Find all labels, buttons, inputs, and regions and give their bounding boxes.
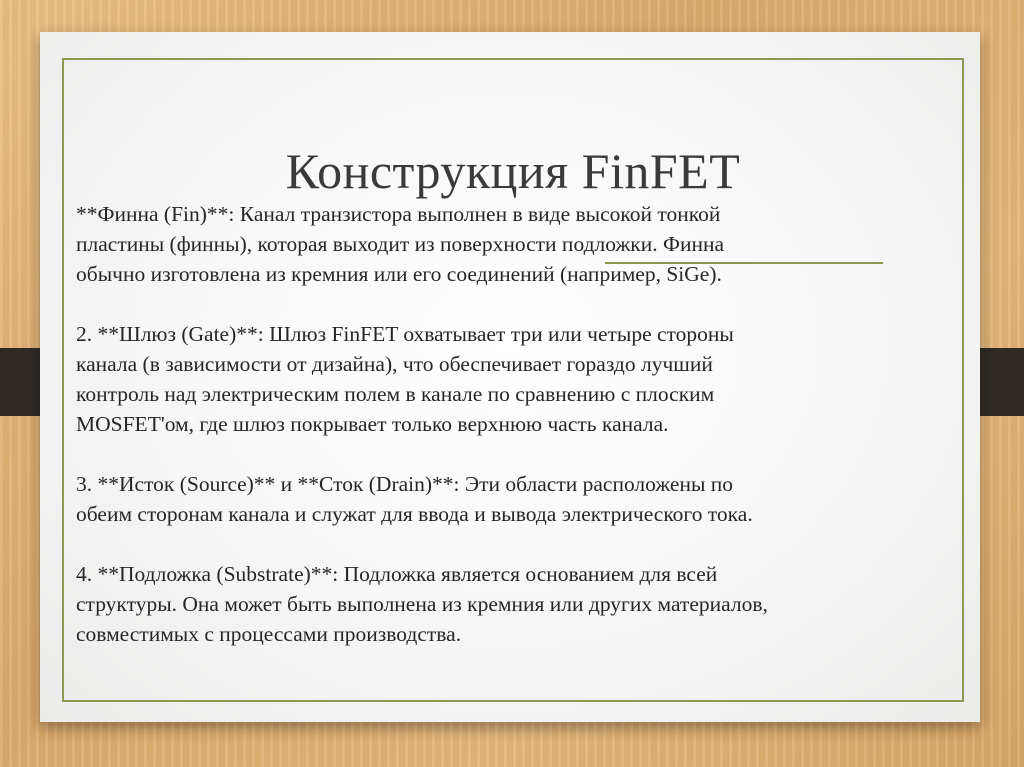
paragraph-substrate	[76, 559, 876, 649]
slide-body	[76, 199, 876, 679]
paragraph-line: канала (в зависимости от дизайна), что обеспечивает гораздо лучший	[76, 352, 713, 376]
paragraph-line: совместимых с процессами производства.	[76, 622, 462, 646]
paragraph-line: 4. **Подложка (Substrate)**: Подложка является основанием для всей	[76, 562, 718, 586]
paragraph-fin	[76, 199, 876, 289]
paragraph-source-drain	[76, 469, 876, 529]
slide-title: Конструкция FinFET	[285, 143, 741, 199]
paragraph-line: контроль над электрическим полем в канале по сравнению с плоским	[76, 382, 715, 406]
paragraph-line: 2. **Шлюз (Gate)**: Шлюз FinFET охватывает три или четыре стороны	[76, 322, 734, 346]
paragraph-line: структуры. Она может быть выполнена из кремния или других материалов,	[76, 592, 768, 616]
paragraph-line: **Финна (Fin)**: Канал транзистора выполнен в виде высокой тонкой	[76, 202, 721, 226]
paragraph-line: MOSFET'ом, где шлюз покрывает только верхнюю часть канала.	[76, 412, 669, 436]
paragraph-line: обеим сторонам канала и служат для ввода и вывода электрического тока.	[76, 502, 753, 526]
paragraph-line: 3. **Исток (Source)** и **Сток (Drain)**: Эти области расположены по	[76, 472, 734, 496]
paragraph-line: обычно изготовлена из кремния или его соединений (например, SiGe).	[76, 262, 722, 286]
paragraph-gate	[76, 319, 876, 439]
paragraph-line: пластины (финны), которая выходит из поверхности подложки. Финна	[76, 232, 725, 256]
